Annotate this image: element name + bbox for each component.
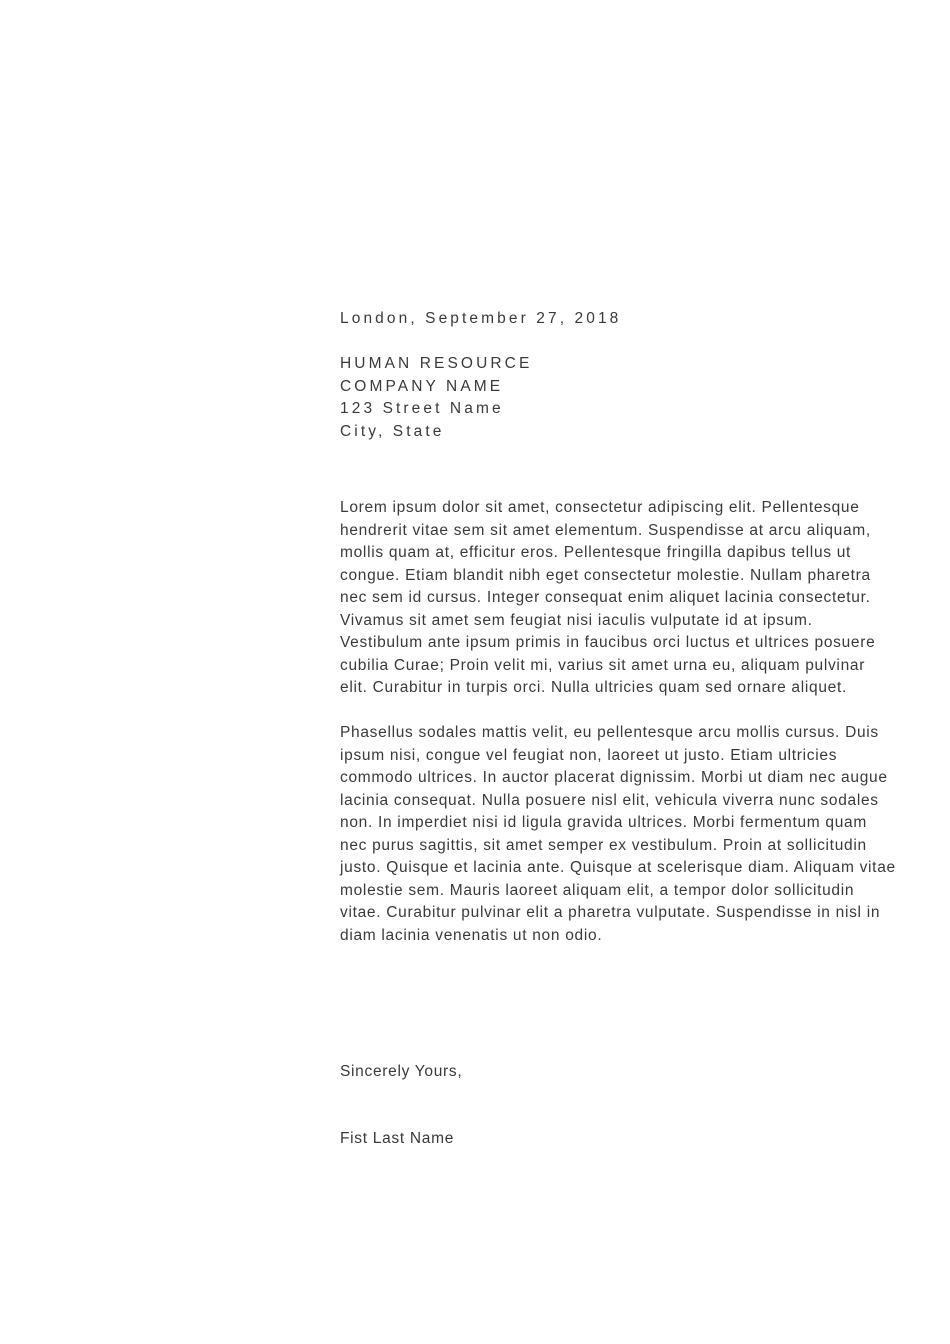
recipient-city-state: City, State [340, 422, 445, 440]
recipient-department: HUMAN RESOURCE [340, 355, 533, 372]
recipient-address [340, 353, 532, 443]
letter-body [340, 497, 896, 947]
signature-name: Fist Last Name [340, 1130, 455, 1147]
recipient-company: COMPANY NAME [340, 377, 504, 395]
body-paragraph-2: Phasellus sodales mattis velit, eu pellentesque arcu mollis cursus. Duis ipsum nisi, congue vel feugiat non, laoreet ut justo. Etiam ultricies commodo ultrices. In auctor placerat dignissim. Morbi ut diam nec augue lacinia consequat. Nulla posuere nisl elit, vehicula viverra nunc sodales non. In imperdiet nisi id ligula gravida ultrices. Morbi fermentum quam nec purus sagittis, sit amet semper ex vestibulum. Proin at sollicitudin justo. Quisque et lacinia ante. Quisque at scelerisque diam. Aliquam vitae molestie sem. Mauris laoreet aliquam elit, a tempor dolor sollicitudin vitae. Curabitur pulvinar elit a pharetra vulputate. Suspendisse in nisl in diam lacinia venenatis ut non odio. [340, 724, 896, 944]
paragraph-spacer [340, 700, 896, 723]
letter-date: London, September 27, 2018 [340, 310, 622, 327]
recipient-street: 123 Street Name [340, 400, 504, 417]
letter-closing: Sincerely Yours, [340, 1063, 463, 1080]
body-paragraph-1: Lorem ipsum dolor sit amet, consectetur adipiscing elit. Pellentesque hendrerit vitae sem sit amet elementum. Suspendisse at arcu aliquam, mollis quam at, efficitur eros. Pellentesque fringilla dapibus tellus ut congue. Etiam blandit nibh eget consectetur molestie. Nullam pharetra nec sem id cursus. Integer consequat enim aliquet lacinia consectetur. Vivamus sit amet sem feugiat nisi iaculis vulputate id at ipsum. Vestibulum ante ipsum primis in faucibus orci luctus et ultrices posuere cubilia Curae; Proin velit mi, varius sit amet urna eu, aliquam pulvinar elit. Curabitur in turpis orci. Nulla ultricies quam sed ornare aliquet. [340, 499, 876, 696]
